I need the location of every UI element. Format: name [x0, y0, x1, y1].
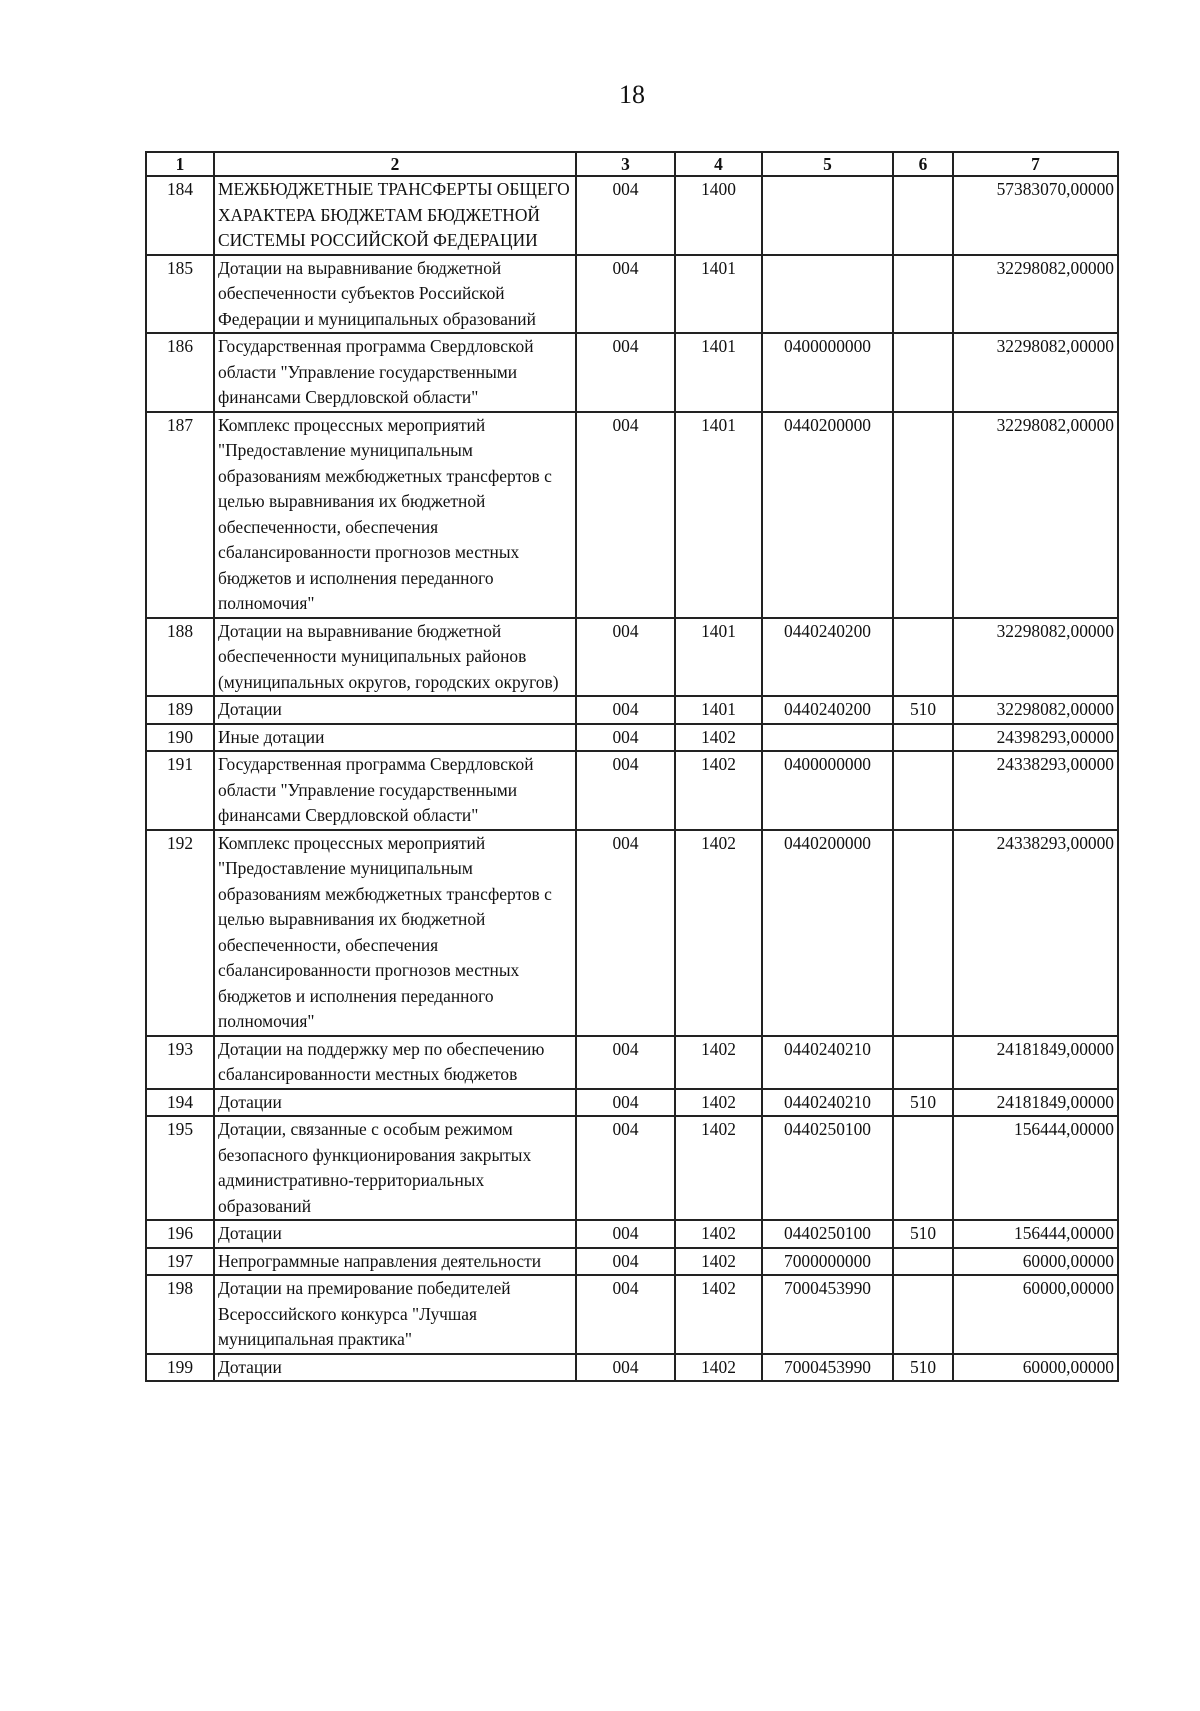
row-number-cell: 189	[146, 696, 214, 724]
item-name-cell: Дотации	[214, 1354, 576, 1382]
column-header-1: 1	[146, 152, 214, 176]
item-name-cell: Дотации	[214, 696, 576, 724]
item-name-cell: Государственная программа Свердловской области "Управление государственными финансами Свердловской области"	[214, 333, 576, 412]
row-number-cell: 186	[146, 333, 214, 412]
code-3-cell: 004	[576, 176, 675, 255]
table-row	[146, 1036, 1118, 1089]
code-4-cell: 1402	[675, 830, 762, 1036]
row-number-cell: 188	[146, 618, 214, 697]
item-name-cell: Дотации на выравнивание бюджетной обеспеченности субъектов Российской Федерации и муниципальных образований	[214, 255, 576, 334]
code-4-cell: 1402	[675, 1220, 762, 1248]
code-4-cell: 1401	[675, 696, 762, 724]
table-row	[146, 618, 1118, 697]
table-row	[146, 255, 1118, 334]
amount-cell: 32298082,00000	[953, 696, 1118, 724]
item-name-cell: Дотации на премирование победителей Всероссийского конкурса "Лучшая муниципальная практика"	[214, 1275, 576, 1354]
item-name-cell: Дотации	[214, 1089, 576, 1117]
column-header-4: 4	[675, 152, 762, 176]
code-5-cell: 0440200000	[762, 830, 893, 1036]
code-6-cell	[893, 1275, 953, 1354]
code-3-cell: 004	[576, 1116, 675, 1220]
code-3-cell: 004	[576, 1354, 675, 1382]
code-4-cell: 1402	[675, 1036, 762, 1089]
row-number-cell: 197	[146, 1248, 214, 1276]
code-4-cell: 1402	[675, 751, 762, 830]
row-number-cell: 195	[146, 1116, 214, 1220]
code-4-cell: 1401	[675, 333, 762, 412]
column-header-5: 5	[762, 152, 893, 176]
code-3-cell: 004	[576, 724, 675, 752]
code-5-cell	[762, 724, 893, 752]
code-5-cell: 7000000000	[762, 1248, 893, 1276]
code-3-cell: 004	[576, 412, 675, 618]
amount-cell: 156444,00000	[953, 1116, 1118, 1220]
table-row	[146, 1220, 1118, 1248]
code-4-cell: 1402	[675, 1116, 762, 1220]
item-name-cell: Дотации	[214, 1220, 576, 1248]
code-3-cell: 004	[576, 618, 675, 697]
table-row	[146, 751, 1118, 830]
amount-cell: 32298082,00000	[953, 255, 1118, 334]
code-6-cell	[893, 830, 953, 1036]
code-6-cell	[893, 255, 953, 334]
code-4-cell: 1401	[675, 618, 762, 697]
code-5-cell: 7000453990	[762, 1275, 893, 1354]
code-4-cell: 1402	[675, 724, 762, 752]
code-4-cell: 1401	[675, 255, 762, 334]
amount-cell: 60000,00000	[953, 1275, 1118, 1354]
budget-table	[145, 151, 1119, 1382]
item-name-cell: Иные дотации	[214, 724, 576, 752]
row-number-cell: 191	[146, 751, 214, 830]
code-3-cell: 004	[576, 1220, 675, 1248]
header-row	[146, 152, 1118, 176]
code-5-cell	[762, 176, 893, 255]
table-row	[146, 830, 1118, 1036]
code-4-cell: 1402	[675, 1354, 762, 1382]
code-6-cell	[893, 618, 953, 697]
item-name-cell: Дотации, связанные с особым режимом безопасного функционирования закрытых административно-территориальных образований	[214, 1116, 576, 1220]
row-number-cell: 194	[146, 1089, 214, 1117]
code-6-cell	[893, 1116, 953, 1220]
code-4-cell: 1401	[675, 412, 762, 618]
code-6-cell: 510	[893, 1354, 953, 1382]
row-number-cell: 187	[146, 412, 214, 618]
table-body	[146, 176, 1118, 1381]
table-row	[146, 1089, 1118, 1117]
table-row	[146, 696, 1118, 724]
item-name-cell: Дотации на поддержку мер по обеспечению сбалансированности местных бюджетов	[214, 1036, 576, 1089]
table-header	[146, 152, 1118, 176]
page-number: 18	[619, 80, 645, 109]
code-5-cell: 0400000000	[762, 751, 893, 830]
row-number-cell: 198	[146, 1275, 214, 1354]
code-3-cell: 004	[576, 1248, 675, 1276]
code-4-cell: 1402	[675, 1089, 762, 1117]
table-row	[146, 333, 1118, 412]
code-5-cell: 0440240200	[762, 696, 893, 724]
amount-cell: 24181849,00000	[953, 1036, 1118, 1089]
amount-cell: 24181849,00000	[953, 1089, 1118, 1117]
code-6-cell	[893, 176, 953, 255]
row-number-cell: 184	[146, 176, 214, 255]
amount-cell: 60000,00000	[953, 1248, 1118, 1276]
table-row	[146, 412, 1118, 618]
amount-cell: 24338293,00000	[953, 830, 1118, 1036]
code-6-cell: 510	[893, 696, 953, 724]
amount-cell: 24338293,00000	[953, 751, 1118, 830]
code-3-cell: 004	[576, 333, 675, 412]
code-3-cell: 004	[576, 830, 675, 1036]
code-6-cell	[893, 412, 953, 618]
code-6-cell	[893, 724, 953, 752]
code-4-cell: 1400	[675, 176, 762, 255]
row-number-cell: 193	[146, 1036, 214, 1089]
item-name-cell: Комплекс процессных мероприятий "Предоставление муниципальным образованиям межбюджетных трансфертов с целью выравнивания их бюджетной обеспеченности, обеспечения сбалансированности прогнозов местных бюджетов и исполнения переданного полномочия"	[214, 412, 576, 618]
column-header-3: 3	[576, 152, 675, 176]
code-3-cell: 004	[576, 696, 675, 724]
column-header-6: 6	[893, 152, 953, 176]
item-name-cell: МЕЖБЮДЖЕТНЫЕ ТРАНСФЕРТЫ ОБЩЕГО ХАРАКТЕРА БЮДЖЕТАМ БЮДЖЕТНОЙ СИСТЕМЫ РОССИЙСКОЙ ФЕДЕРАЦИИ	[214, 176, 576, 255]
item-name-cell: Непрограммные направления деятельности	[214, 1248, 576, 1276]
row-number-cell: 192	[146, 830, 214, 1036]
code-4-cell: 1402	[675, 1275, 762, 1354]
code-6-cell: 510	[893, 1089, 953, 1117]
code-5-cell: 7000453990	[762, 1354, 893, 1382]
item-name-cell: Дотации на выравнивание бюджетной обеспеченности муниципальных районов (муниципальных округов, городских округов)	[214, 618, 576, 697]
code-4-cell: 1402	[675, 1248, 762, 1276]
amount-cell: 57383070,00000	[953, 176, 1118, 255]
table-row	[146, 1116, 1118, 1220]
code-6-cell: 510	[893, 1220, 953, 1248]
code-3-cell: 004	[576, 751, 675, 830]
code-6-cell	[893, 1248, 953, 1276]
code-5-cell: 0440250100	[762, 1116, 893, 1220]
table-row	[146, 1248, 1118, 1276]
code-6-cell	[893, 1036, 953, 1089]
code-5-cell: 0440240210	[762, 1036, 893, 1089]
code-5-cell: 0440240200	[762, 618, 893, 697]
code-3-cell: 004	[576, 1036, 675, 1089]
code-5-cell: 0440200000	[762, 412, 893, 618]
code-3-cell: 004	[576, 1089, 675, 1117]
column-header-7: 7	[953, 152, 1118, 176]
table-row	[146, 1275, 1118, 1354]
code-3-cell: 004	[576, 1275, 675, 1354]
table-row	[146, 724, 1118, 752]
code-3-cell: 004	[576, 255, 675, 334]
row-number-cell: 185	[146, 255, 214, 334]
amount-cell: 32298082,00000	[953, 618, 1118, 697]
amount-cell: 156444,00000	[953, 1220, 1118, 1248]
amount-cell: 24398293,00000	[953, 724, 1118, 752]
code-6-cell	[893, 333, 953, 412]
row-number-cell: 196	[146, 1220, 214, 1248]
code-5-cell: 0440240210	[762, 1089, 893, 1117]
table-row	[146, 176, 1118, 255]
row-number-cell: 190	[146, 724, 214, 752]
table-row	[146, 1354, 1118, 1382]
amount-cell: 32298082,00000	[953, 412, 1118, 618]
code-5-cell: 0400000000	[762, 333, 893, 412]
column-header-2: 2	[214, 152, 576, 176]
amount-cell: 32298082,00000	[953, 333, 1118, 412]
code-5-cell: 0440250100	[762, 1220, 893, 1248]
code-5-cell	[762, 255, 893, 334]
row-number-cell: 199	[146, 1354, 214, 1382]
code-6-cell	[893, 751, 953, 830]
item-name-cell: Комплекс процессных мероприятий "Предоставление муниципальным образованиям межбюджетных трансфертов с целью выравнивания их бюджетной обеспеченности, обеспечения сбалансированности прогнозов местных бюджетов и исполнения переданного полномочия"	[214, 830, 576, 1036]
item-name-cell: Государственная программа Свердловской области "Управление государственными финансами Свердловской области"	[214, 751, 576, 830]
amount-cell: 60000,00000	[953, 1354, 1118, 1382]
